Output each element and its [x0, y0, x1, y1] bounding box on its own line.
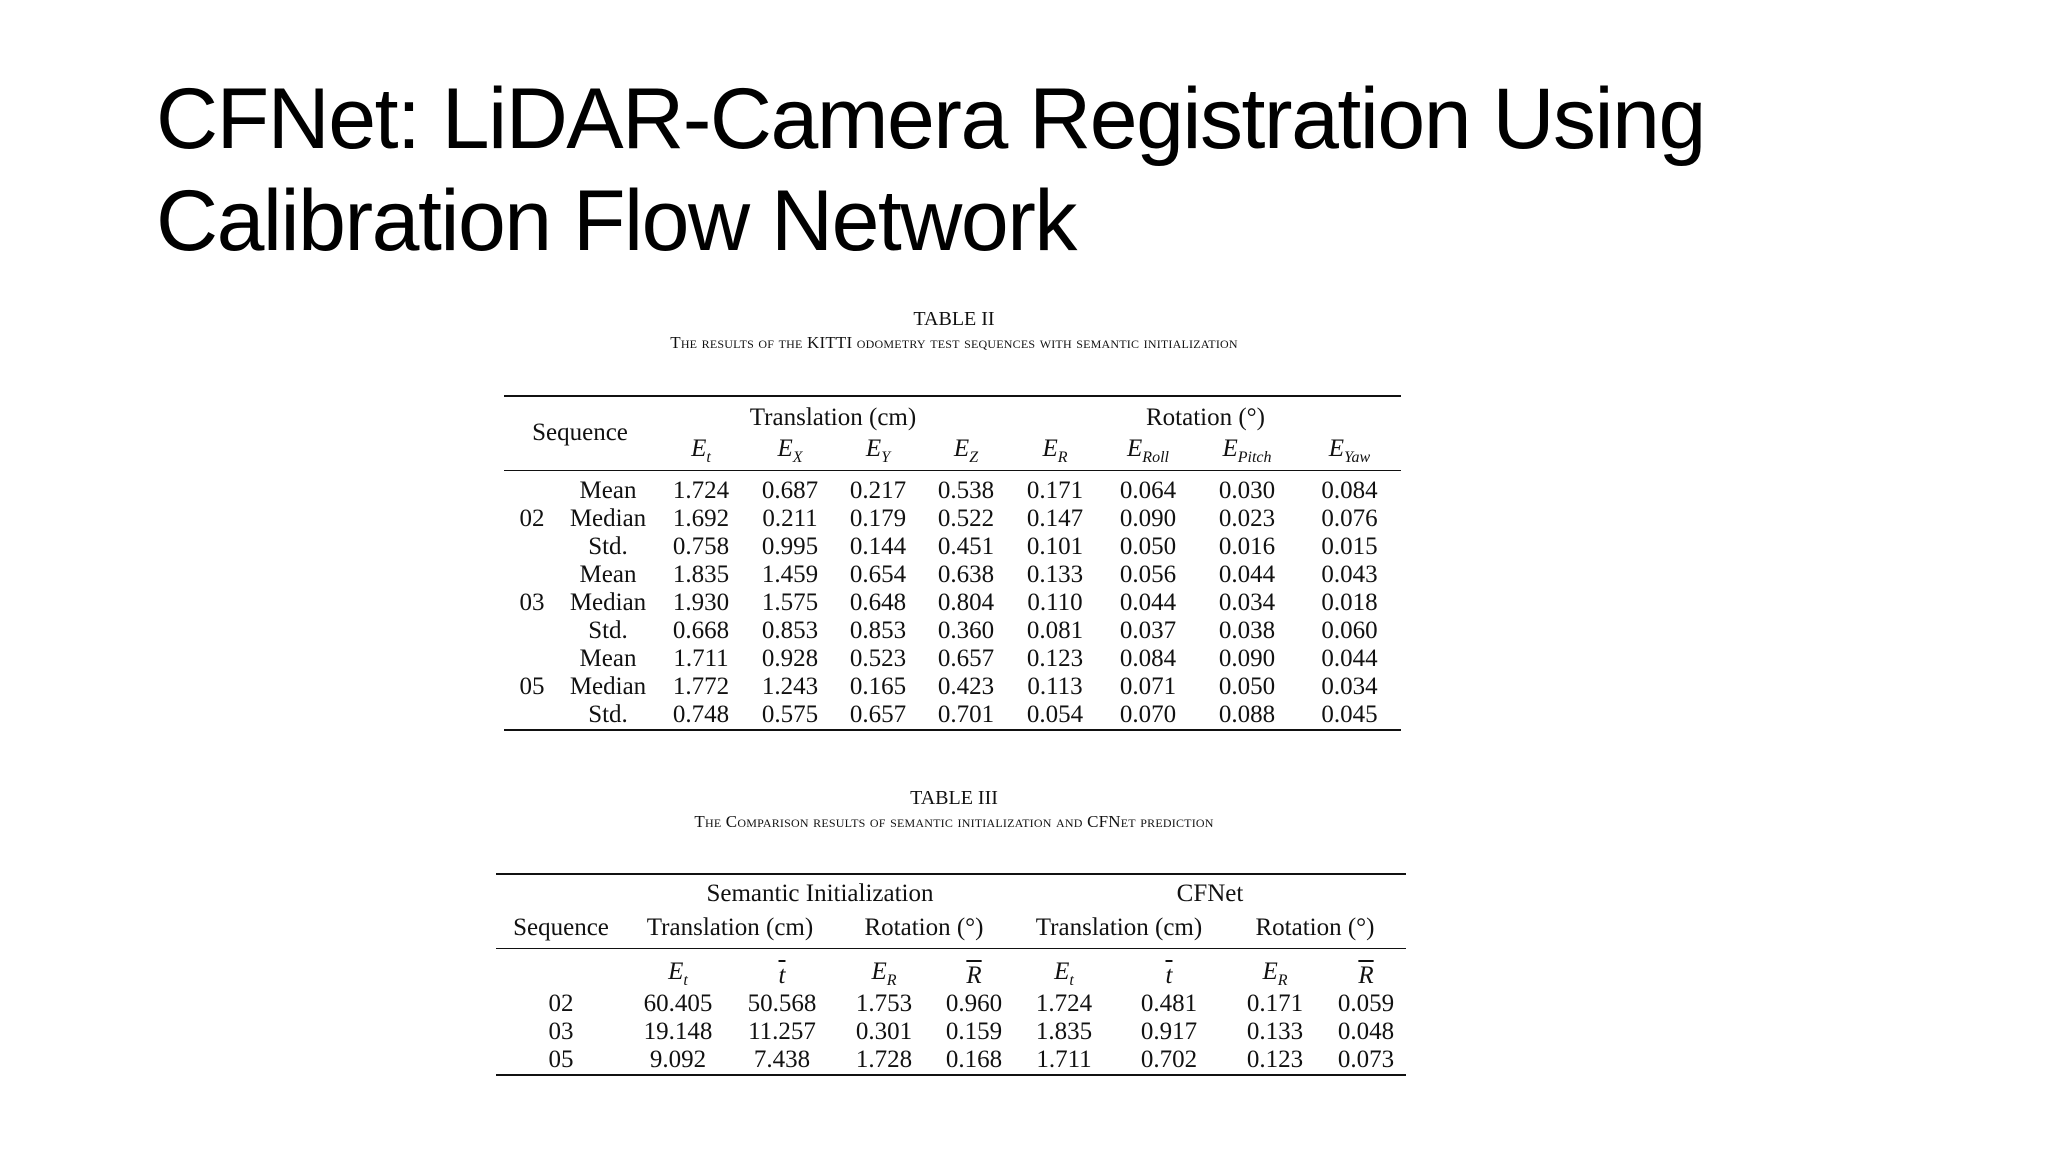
table3-col-symbol-sub: t — [683, 972, 688, 989]
slide-title-line-2: Calibration Flow Network — [156, 173, 1076, 269]
table2-number: TABLE II — [913, 308, 995, 330]
table2-col-symbol-sub: R — [1057, 448, 1068, 466]
table2-sequence-cell: 05 — [519, 673, 545, 700]
table2-value-cell: 0.638 — [937, 561, 995, 588]
table3-value-cell: 7.438 — [753, 1046, 811, 1073]
table2-col-symbol-base: $E_t$ — [691, 434, 711, 466]
table2-value-cell: 0.748 — [672, 701, 730, 728]
table2-value-cell: 0.043 — [1321, 561, 1378, 588]
table2-value-cell: 0.064 — [1119, 477, 1177, 504]
table2-stat-cell: Median — [569, 505, 647, 532]
table2-rotation-group: Rotation (°) — [1145, 404, 1265, 431]
table3-value-cell: 50.568 — [747, 990, 817, 1017]
table3-value-cell: 1.835 — [1035, 1018, 1093, 1045]
table3-semantic-rotation: Rotation (°) — [864, 913, 984, 941]
table3-col-symbol-base: $\overline{R}$ — [966, 962, 982, 989]
table2-value-cell: 0.101 — [1026, 533, 1084, 560]
table2-value-cell: 0.133 — [1026, 561, 1084, 588]
table2-value-cell: 0.038 — [1218, 617, 1276, 644]
table2-col-symbol — [834, 432, 922, 470]
table2-row — [504, 533, 1401, 561]
table2-value-cell: 0.575 — [761, 701, 819, 728]
table2-sequence-header: Sequence — [532, 419, 628, 447]
table3-col-symbol — [1326, 948, 1406, 990]
table3-caption-text: The Comparison results of semantic initialization and CFNet prediction — [694, 812, 1214, 831]
table2-sequence-cell: 03 — [519, 589, 545, 616]
table3-value-cell: 0.168 — [945, 1046, 1003, 1073]
table3-value-cell: 19.148 — [643, 1018, 713, 1045]
table2-col-symbol-base: $E_R$ — [1042, 434, 1068, 466]
table2-sequence-cell — [504, 470, 560, 505]
table2-value-cell: 0.853 — [849, 617, 907, 644]
table3-value-cell: 11.257 — [748, 1018, 816, 1045]
table2-value-cell: 0.084 — [1321, 477, 1378, 504]
table2-col-symbol — [1010, 432, 1100, 470]
table2-value-cell: 0.668 — [672, 617, 730, 644]
table3-symbol-row — [496, 948, 1406, 990]
table3-col-symbol-base: $\overline{t}$ — [778, 962, 786, 989]
table2-value-cell: 0.037 — [1119, 617, 1177, 644]
table2-sequence-cell — [504, 561, 560, 589]
table2-value-cell: 0.165 — [849, 673, 907, 700]
table3-value-cell: 1.711 — [1036, 1046, 1092, 1073]
table3-value-cell: 0.917 — [1140, 1018, 1198, 1045]
table3-sequence-cell: 05 — [548, 1046, 574, 1073]
table3-value-cell: 0.171 — [1246, 990, 1304, 1017]
table3-col-symbol-base: $E_R$ — [871, 958, 897, 989]
table2-value-cell: 0.081 — [1026, 617, 1084, 644]
table2-value-cell: 0.928 — [761, 645, 819, 672]
table2-value-cell: 1.930 — [672, 589, 730, 616]
table2-col-symbol — [1100, 432, 1196, 470]
table2-value-cell: 0.076 — [1321, 505, 1378, 532]
table2-value-cell: 0.654 — [849, 561, 907, 588]
table3-col-symbol — [1114, 948, 1224, 990]
table2-value-cell: 0.657 — [849, 701, 907, 728]
table3-col-symbol-base: $E_t$ — [1054, 958, 1074, 989]
table2-value-cell: 1.459 — [761, 561, 819, 588]
table2-value-cell: 0.044 — [1218, 561, 1276, 588]
table2-col-symbol-sub: Yaw — [1344, 448, 1371, 466]
table2-value-cell: 0.687 — [761, 477, 819, 504]
table3-value-cell: 0.048 — [1337, 1018, 1395, 1045]
table2-row — [504, 561, 1401, 589]
table2-value-cell: 0.060 — [1321, 617, 1378, 644]
table2-col-symbol-base: $E_Y$ — [865, 434, 891, 466]
table3-value-cell: 0.702 — [1140, 1046, 1198, 1073]
table2-value-cell: 1.575 — [761, 589, 819, 616]
table2-value-cell: 0.171 — [1026, 477, 1084, 504]
table2-row — [504, 470, 1401, 505]
table2-row — [504, 589, 1401, 617]
table3-value-cell: 0.133 — [1246, 1018, 1304, 1045]
table2-stat-cell: Median — [569, 673, 647, 700]
table2-stat-cell: Median — [569, 589, 647, 616]
slide-title-line-1: CFNet: LiDAR-Camera Registration Using — [156, 71, 1705, 167]
table2-value-cell: 0.054 — [1026, 701, 1084, 728]
table2-sequence-cell: 02 — [519, 505, 545, 532]
table3-semantic-translation: Translation (cm) — [646, 913, 814, 941]
table3-col-symbol — [834, 948, 934, 990]
table3-cfnet-rotation: Rotation (°) — [1255, 913, 1375, 941]
table2-value-cell: 0.056 — [1119, 561, 1177, 588]
table2-value-cell: 0.113 — [1027, 673, 1083, 700]
table2-value-cell: 0.648 — [849, 589, 907, 616]
table3-value-cell: 0.073 — [1337, 1046, 1395, 1073]
table3-row — [496, 990, 1406, 1018]
table2-value-cell: 0.084 — [1119, 645, 1177, 672]
table2 — [504, 395, 1401, 731]
table2-value-cell: 1.724 — [672, 477, 730, 504]
table3-caption — [504, 786, 1404, 834]
table2-col-symbol-sub: t — [706, 448, 711, 466]
table3-cfnet-translation: Translation (cm) — [1035, 913, 1203, 941]
table2-value-cell: 0.015 — [1321, 533, 1378, 560]
table2-value-cell: 0.144 — [849, 533, 907, 560]
table2-sequence-cell — [504, 617, 560, 645]
table2-value-cell: 0.016 — [1218, 533, 1276, 560]
table2-col-symbol-sub: Roll — [1142, 448, 1169, 466]
table2-value-cell: 1.243 — [761, 673, 819, 700]
table2-value-cell: 0.045 — [1321, 701, 1378, 728]
table2-sequence-cell — [504, 701, 560, 730]
table2-col-symbol — [1196, 432, 1298, 470]
table3-symbol-blank — [496, 948, 626, 990]
table3-value-cell: 0.301 — [855, 1018, 913, 1045]
table2-value-cell: 0.423 — [937, 673, 995, 700]
table2-row — [504, 617, 1401, 645]
table3-value-cell: 1.724 — [1035, 990, 1093, 1017]
table2-value-cell: 0.523 — [849, 645, 907, 672]
table2-value-cell: 0.090 — [1218, 645, 1276, 672]
table3-row — [496, 1018, 1406, 1046]
table2-col-symbol-sub: X — [792, 448, 803, 466]
table3-value-cell: 60.405 — [643, 990, 713, 1017]
table3-row — [496, 1046, 1406, 1075]
table3-col-symbol-base: $E_t$ — [668, 958, 688, 989]
table2-value-cell: 0.090 — [1119, 505, 1177, 532]
slide-title — [156, 68, 1956, 272]
table3-col-symbol-base: $\overline{t}$ — [1165, 962, 1173, 989]
table2-stat-cell: Mean — [579, 645, 637, 672]
table2-col-symbol — [746, 432, 834, 470]
table2-caption — [504, 307, 1404, 355]
table2-value-cell: 0.070 — [1119, 701, 1177, 728]
table2-value-cell: 1.772 — [672, 673, 730, 700]
table3-value-cell: 0.159 — [945, 1018, 1003, 1045]
table3-col-symbol-sub: R — [1277, 972, 1288, 989]
table2-value-cell: 0.071 — [1119, 673, 1177, 700]
table2-stat-cell: Std. — [588, 617, 628, 644]
table3-value-cell: 0.481 — [1140, 990, 1198, 1017]
table2-value-cell: 0.360 — [937, 617, 995, 644]
table2-sequence-cell — [504, 645, 560, 673]
table2-value-cell: 0.088 — [1218, 701, 1276, 728]
table2-col-symbol-base: $E_{Pitch}$ — [1222, 434, 1272, 466]
table2-value-cell: 0.804 — [937, 589, 995, 616]
table2-value-cell: 0.018 — [1321, 589, 1378, 616]
table3-col-symbol — [1014, 948, 1114, 990]
table2-value-cell: 0.853 — [761, 617, 819, 644]
table2-col-symbol-base: $E_X$ — [777, 434, 803, 466]
table2-col-symbol — [656, 432, 746, 470]
table2-value-cell: 0.451 — [937, 533, 995, 560]
table2-stat-cell: Std. — [588, 701, 628, 728]
table2-value-cell: 0.034 — [1218, 589, 1276, 616]
table3 — [496, 873, 1406, 1076]
table2-value-cell: 0.050 — [1119, 533, 1177, 560]
table2-col-symbol-sub: Z — [969, 448, 979, 466]
table2-caption-text: The results of the KITTI odometry test sequences with semantic initialization — [670, 333, 1238, 352]
table2-value-cell: 0.758 — [672, 533, 730, 560]
table3-col-symbol-base: $E_R$ — [1262, 958, 1288, 989]
table2-row — [504, 645, 1401, 673]
table2-value-cell: 0.044 — [1119, 589, 1177, 616]
table2-stat-cell: Mean — [579, 477, 637, 504]
table3-value-cell: 0.059 — [1337, 990, 1395, 1017]
table3-cfnet-group: CFNet — [1176, 880, 1244, 907]
table2-value-cell: 1.711 — [673, 645, 729, 672]
table3-sequence-header: Sequence — [513, 913, 609, 941]
table3-value-cell: 0.123 — [1246, 1046, 1304, 1073]
table2-value-cell: 0.034 — [1321, 673, 1378, 700]
table2-value-cell: 0.044 — [1321, 645, 1378, 672]
table2-col-symbol — [1298, 432, 1401, 470]
table2-value-cell: 0.657 — [937, 645, 995, 672]
table2-value-cell: 0.538 — [937, 477, 995, 504]
table2-value-cell: 0.522 — [937, 505, 995, 532]
table3-value-cell: 9.092 — [649, 1046, 707, 1073]
table2-translation-group: Translation (cm) — [749, 404, 917, 431]
table2-value-cell: 0.123 — [1026, 645, 1084, 672]
table2-value-cell: 0.110 — [1027, 589, 1083, 616]
table2-col-symbol — [922, 432, 1010, 470]
table2-value-cell: 0.147 — [1026, 505, 1084, 532]
table2-row — [504, 701, 1401, 730]
table2-value-cell: 0.050 — [1218, 673, 1276, 700]
table2-row — [504, 505, 1401, 533]
table2-value-cell: 0.030 — [1218, 477, 1276, 504]
table2-sequence-cell — [504, 533, 560, 561]
table2-stat-cell: Std. — [588, 533, 628, 560]
table3-col-symbol-base: $\overline{R}$ — [1358, 962, 1374, 989]
table2-value-cell: 0.995 — [761, 533, 819, 560]
table2-value-cell: 0.023 — [1218, 505, 1276, 532]
table3-semantic-group: Semantic Initialization — [706, 880, 934, 907]
table3-col-symbol — [626, 948, 730, 990]
table2-col-symbol-base: $E_Z$ — [953, 434, 979, 466]
table2-value-cell: 0.701 — [937, 701, 995, 728]
table2-col-symbol-base: $E_{Roll}$ — [1127, 434, 1169, 466]
table2-row — [504, 673, 1401, 701]
table2-value-cell: 1.692 — [672, 505, 730, 532]
table3-number: TABLE III — [910, 787, 998, 809]
table2-col-symbol-sub: Y — [881, 448, 891, 466]
table3-sequence-cell: 02 — [548, 990, 574, 1017]
table3-col-symbol — [730, 948, 834, 990]
table2-value-cell: 0.211 — [762, 505, 818, 532]
table2-col-symbol-sub: Pitch — [1237, 448, 1272, 466]
table3-blank — [496, 874, 626, 908]
table2-value-cell: 0.217 — [849, 477, 907, 504]
table3-value-cell: 1.728 — [855, 1046, 913, 1073]
table3-col-symbol — [934, 948, 1014, 990]
table2-value-cell: 1.835 — [672, 561, 730, 588]
table3-value-cell: 1.753 — [855, 990, 913, 1017]
table3-col-symbol-sub: R — [886, 972, 897, 989]
table3-value-cell: 0.960 — [945, 990, 1003, 1017]
table2-value-cell: 0.179 — [849, 505, 907, 532]
table3-col-symbol — [1224, 948, 1326, 990]
table3-sequence-cell: 03 — [548, 1018, 574, 1045]
table3-col-symbol-sub: t — [1069, 972, 1074, 989]
table2-col-symbol-base: $E_{Yaw}$ — [1328, 434, 1371, 466]
table2-stat-cell: Mean — [579, 561, 637, 588]
